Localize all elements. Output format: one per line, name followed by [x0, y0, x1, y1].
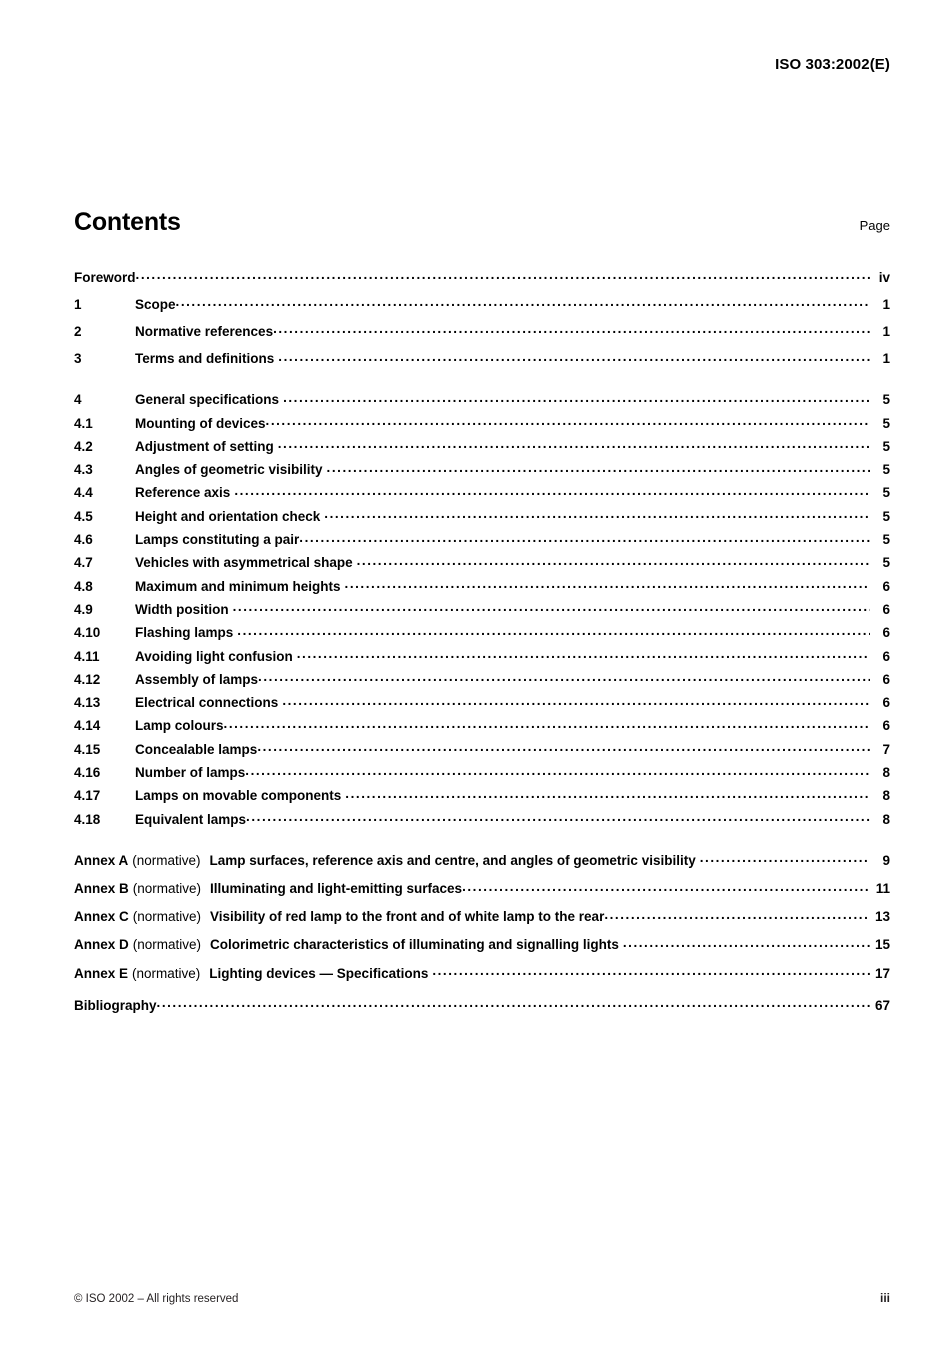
leader-dots — [234, 484, 870, 498]
leader-dots — [623, 936, 870, 950]
table-of-contents — [74, 268, 890, 1025]
toc-entry-clause-4.18[interactable] — [74, 810, 890, 833]
toc-entry-title: Mounting of devices — [135, 415, 266, 431]
toc-entry-number: 4.2 — [74, 438, 93, 454]
toc-entry-clause-4.16[interactable] — [74, 764, 890, 787]
leader-dots — [327, 461, 870, 475]
toc-entry-title: Normative references — [135, 323, 274, 339]
toc-annex-normative-tag: (normative) — [132, 852, 201, 868]
toc-entry-page: 5 — [882, 392, 890, 408]
toc-entry-title: Vehicles with asymmetrical shape — [135, 555, 353, 571]
toc-entry-clause-2[interactable] — [74, 322, 890, 349]
toc-entry-title: Electrical connections — [135, 695, 279, 711]
toc-annex-normative-tag: (normative) — [132, 909, 202, 925]
contents-heading-row — [74, 208, 890, 237]
toc-entry-number: 4.14 — [74, 718, 101, 734]
toc-annex-label: Annex A — [74, 852, 129, 868]
toc-entry-title: Lighting devices — Specifications — [209, 965, 429, 981]
toc-entry-number: 4.8 — [74, 578, 93, 594]
toc-entry-bibliography[interactable] — [74, 996, 890, 1024]
toc-entry-page: 13 — [874, 909, 890, 925]
toc-entry-clause-4.11[interactable] — [74, 647, 890, 670]
toc-entry-clause-4.12[interactable] — [74, 670, 890, 693]
toc-entry-clause-4.2[interactable] — [74, 437, 890, 460]
leader-dots — [299, 531, 870, 545]
toc-entry-clause-4.14[interactable] — [74, 717, 890, 740]
page-column-label: Page — [859, 218, 890, 233]
toc-entry-annex-e[interactable] — [74, 964, 890, 992]
toc-entry-clause-3[interactable] — [74, 350, 890, 377]
leader-dots — [345, 787, 870, 801]
leader-dots — [432, 964, 870, 978]
toc-entry-number: 2 — [74, 323, 82, 339]
leader-dots — [224, 717, 870, 731]
toc-entry-clause-4.9[interactable] — [74, 600, 890, 623]
footer-page-number: iii — [879, 1291, 890, 1305]
toc-entry-number: 4.13 — [74, 695, 101, 711]
toc-entry-annex-b[interactable] — [74, 880, 890, 908]
toc-entry-page: 6 — [882, 718, 890, 734]
toc-entry-annex-a[interactable] — [74, 851, 890, 879]
toc-entry-clause-4.5[interactable] — [74, 507, 890, 530]
toc-annex-normative-tag: (normative) — [132, 937, 202, 953]
leader-dots — [258, 670, 870, 684]
leader-dots — [462, 880, 870, 894]
toc-entry-title: Height and orientation check — [135, 508, 321, 524]
toc-section-4-group — [74, 391, 890, 834]
toc-annex-normative-tag: (normative) — [132, 965, 201, 981]
toc-entry-clause-4.4[interactable] — [74, 484, 890, 507]
leader-dots — [157, 996, 870, 1010]
leader-dots — [278, 437, 870, 451]
toc-entry-title: Width position — [135, 601, 229, 617]
toc-annex-label: Annex C — [74, 909, 129, 925]
leader-dots — [357, 554, 870, 568]
toc-annex-label: Annex E — [74, 965, 129, 981]
toc-entry-number: 1 — [74, 296, 82, 312]
page-title: Contents — [74, 208, 181, 236]
toc-entry-number: 4.10 — [74, 625, 101, 641]
toc-entry-page: 6 — [882, 625, 890, 641]
toc-entry-title: Equivalent lamps — [135, 811, 247, 827]
leader-dots — [266, 414, 870, 428]
toc-entry-page: 1 — [882, 323, 890, 339]
toc-entry-number: 4.1 — [74, 415, 93, 431]
leader-dots — [237, 624, 870, 638]
toc-entry-page: 6 — [882, 695, 890, 711]
toc-entry-title: Colorimetric characteristics of illuminating and signalling lights — [210, 937, 619, 953]
toc-annex-group — [74, 851, 890, 992]
toc-entry-annex-d[interactable] — [74, 936, 890, 964]
toc-entry-page: 5 — [882, 438, 890, 454]
toc-entry-number: 4.15 — [74, 741, 101, 757]
toc-entry-title: Avoiding light confusion — [135, 648, 293, 664]
toc-entry-annex-c[interactable] — [74, 908, 890, 936]
copyright-notice: © ISO 2002 – All rights reserved — [74, 1293, 239, 1305]
leader-dots — [233, 600, 870, 614]
toc-entry-title: Terms and definitions — [135, 351, 275, 367]
toc-entry-title: Lamps on movable components — [135, 788, 342, 804]
toc-annex-normative-tag: (normative) — [132, 881, 202, 897]
leader-dots — [176, 295, 870, 309]
toc-entry-page: 8 — [882, 811, 890, 827]
toc-entry-title: Flashing lamps — [135, 625, 234, 641]
toc-entry-clause-4.6[interactable] — [74, 531, 890, 554]
toc-entry-title: Bibliography — [74, 997, 157, 1013]
toc-entry-page: 5 — [882, 555, 890, 571]
leader-dots — [345, 577, 870, 591]
toc-entry-page: 1 — [882, 296, 890, 312]
toc-entry-page: 6 — [882, 648, 890, 664]
toc-entry-clause-4.1[interactable] — [74, 414, 890, 437]
toc-entry-title: Adjustment of setting — [135, 438, 274, 454]
toc-entry-page: 15 — [874, 937, 890, 953]
leader-dots — [604, 908, 870, 922]
section-gap — [74, 377, 890, 391]
toc-entry-page: 11 — [875, 881, 890, 897]
toc-entry-title: Angles of geometric visibility — [135, 462, 323, 478]
toc-entry-page: 1 — [882, 351, 890, 367]
toc-entry-clause-4.8[interactable] — [74, 577, 890, 600]
toc-entry-title: Lamp surfaces, reference axis and centre, and angles of geometric visibility — [209, 852, 696, 868]
toc-entry-clause-4.3[interactable] — [74, 461, 890, 484]
toc-entry-title: Maximum and minimum heights — [135, 578, 341, 594]
toc-entry-number: 4.11 — [74, 648, 100, 664]
toc-entry-number: 4.16 — [74, 765, 101, 780]
toc-entry-page: 8 — [882, 788, 890, 804]
toc-entry-page: 5 — [882, 462, 890, 478]
toc-entry-page: 6 — [882, 578, 890, 594]
toc-entry-page: 6 — [882, 601, 890, 617]
document-header-standard-ref: ISO 303:2002(E) — [775, 56, 890, 73]
leader-dots — [245, 764, 870, 778]
toc-entry-title: Lamps constituting a pair — [135, 532, 300, 548]
toc-entry-page: 17 — [874, 965, 890, 981]
toc-entry-title: Reference axis — [135, 485, 231, 501]
leader-dots — [278, 350, 870, 364]
toc-entry-number: 4.18 — [74, 811, 101, 827]
toc-entry-number: 4.4 — [74, 485, 93, 501]
leader-dots — [136, 268, 870, 282]
toc-entry-number: 4.3 — [74, 462, 93, 478]
toc-entry-number: 4.7 — [74, 555, 93, 571]
toc-entry-title: Scope — [135, 296, 176, 312]
toc-entry-page: 8 — [882, 765, 890, 780]
toc-entry-page: 7 — [882, 741, 890, 757]
toc-entry-number: 4.9 — [74, 601, 93, 617]
toc-entry-clause-4.10[interactable] — [74, 624, 890, 647]
leader-dots — [273, 322, 870, 336]
toc-entry-clause-4.17[interactable] — [74, 787, 890, 810]
toc-entry-page: 5 — [882, 485, 890, 501]
toc-entry-title: Illuminating and light-emitting surfaces — [210, 881, 463, 897]
toc-entry-page: iv — [878, 269, 890, 285]
leader-dots — [257, 740, 870, 754]
toc-entry-title: Assembly of lamps — [135, 671, 259, 687]
toc-entry-clause-4.13[interactable] — [74, 694, 890, 717]
toc-entry-clause-4.15[interactable] — [74, 740, 890, 763]
toc-entry-clause-1[interactable] — [74, 295, 890, 322]
toc-entry-clause-4[interactable] — [74, 391, 890, 414]
toc-entry-title: General specifications — [135, 392, 280, 408]
leader-dots — [324, 507, 870, 521]
toc-entry-page: 67 — [874, 997, 890, 1013]
toc-entry-title: Concealable lamps — [135, 741, 258, 757]
toc-entry-number: 3 — [74, 351, 82, 367]
toc-entry-foreword[interactable] — [74, 268, 890, 295]
toc-entry-title: Visibility of red lamp to the front and of white lamp to the rear — [210, 909, 605, 925]
toc-entry-number: 4.12 — [74, 671, 101, 687]
toc-entry-number: 4 — [74, 392, 82, 408]
leader-dots — [297, 647, 870, 661]
leader-dots — [283, 391, 870, 405]
toc-entry-clause-4.7[interactable] — [74, 554, 890, 577]
toc-entry-page: 9 — [882, 852, 890, 868]
toc-entry-title: Foreword — [74, 269, 136, 285]
toc-entry-page: 5 — [882, 508, 890, 524]
toc-entry-title: Number of lamps — [135, 765, 246, 780]
document-footer — [74, 1291, 890, 1305]
toc-annex-label: Annex D — [74, 937, 129, 953]
toc-annex-label: Annex B — [74, 881, 129, 897]
toc-entry-number: 4.17 — [74, 788, 101, 804]
section-gap — [74, 833, 890, 851]
leader-dots — [700, 851, 870, 865]
leader-dots — [246, 810, 870, 824]
toc-entry-page: 5 — [882, 532, 890, 548]
toc-entry-number: 4.5 — [74, 508, 93, 524]
toc-entry-page: 6 — [882, 671, 890, 687]
toc-entry-number: 4.6 — [74, 532, 93, 548]
leader-dots — [282, 694, 870, 708]
toc-entry-page: 5 — [882, 415, 890, 431]
toc-entry-title: Lamp colours — [135, 718, 224, 734]
